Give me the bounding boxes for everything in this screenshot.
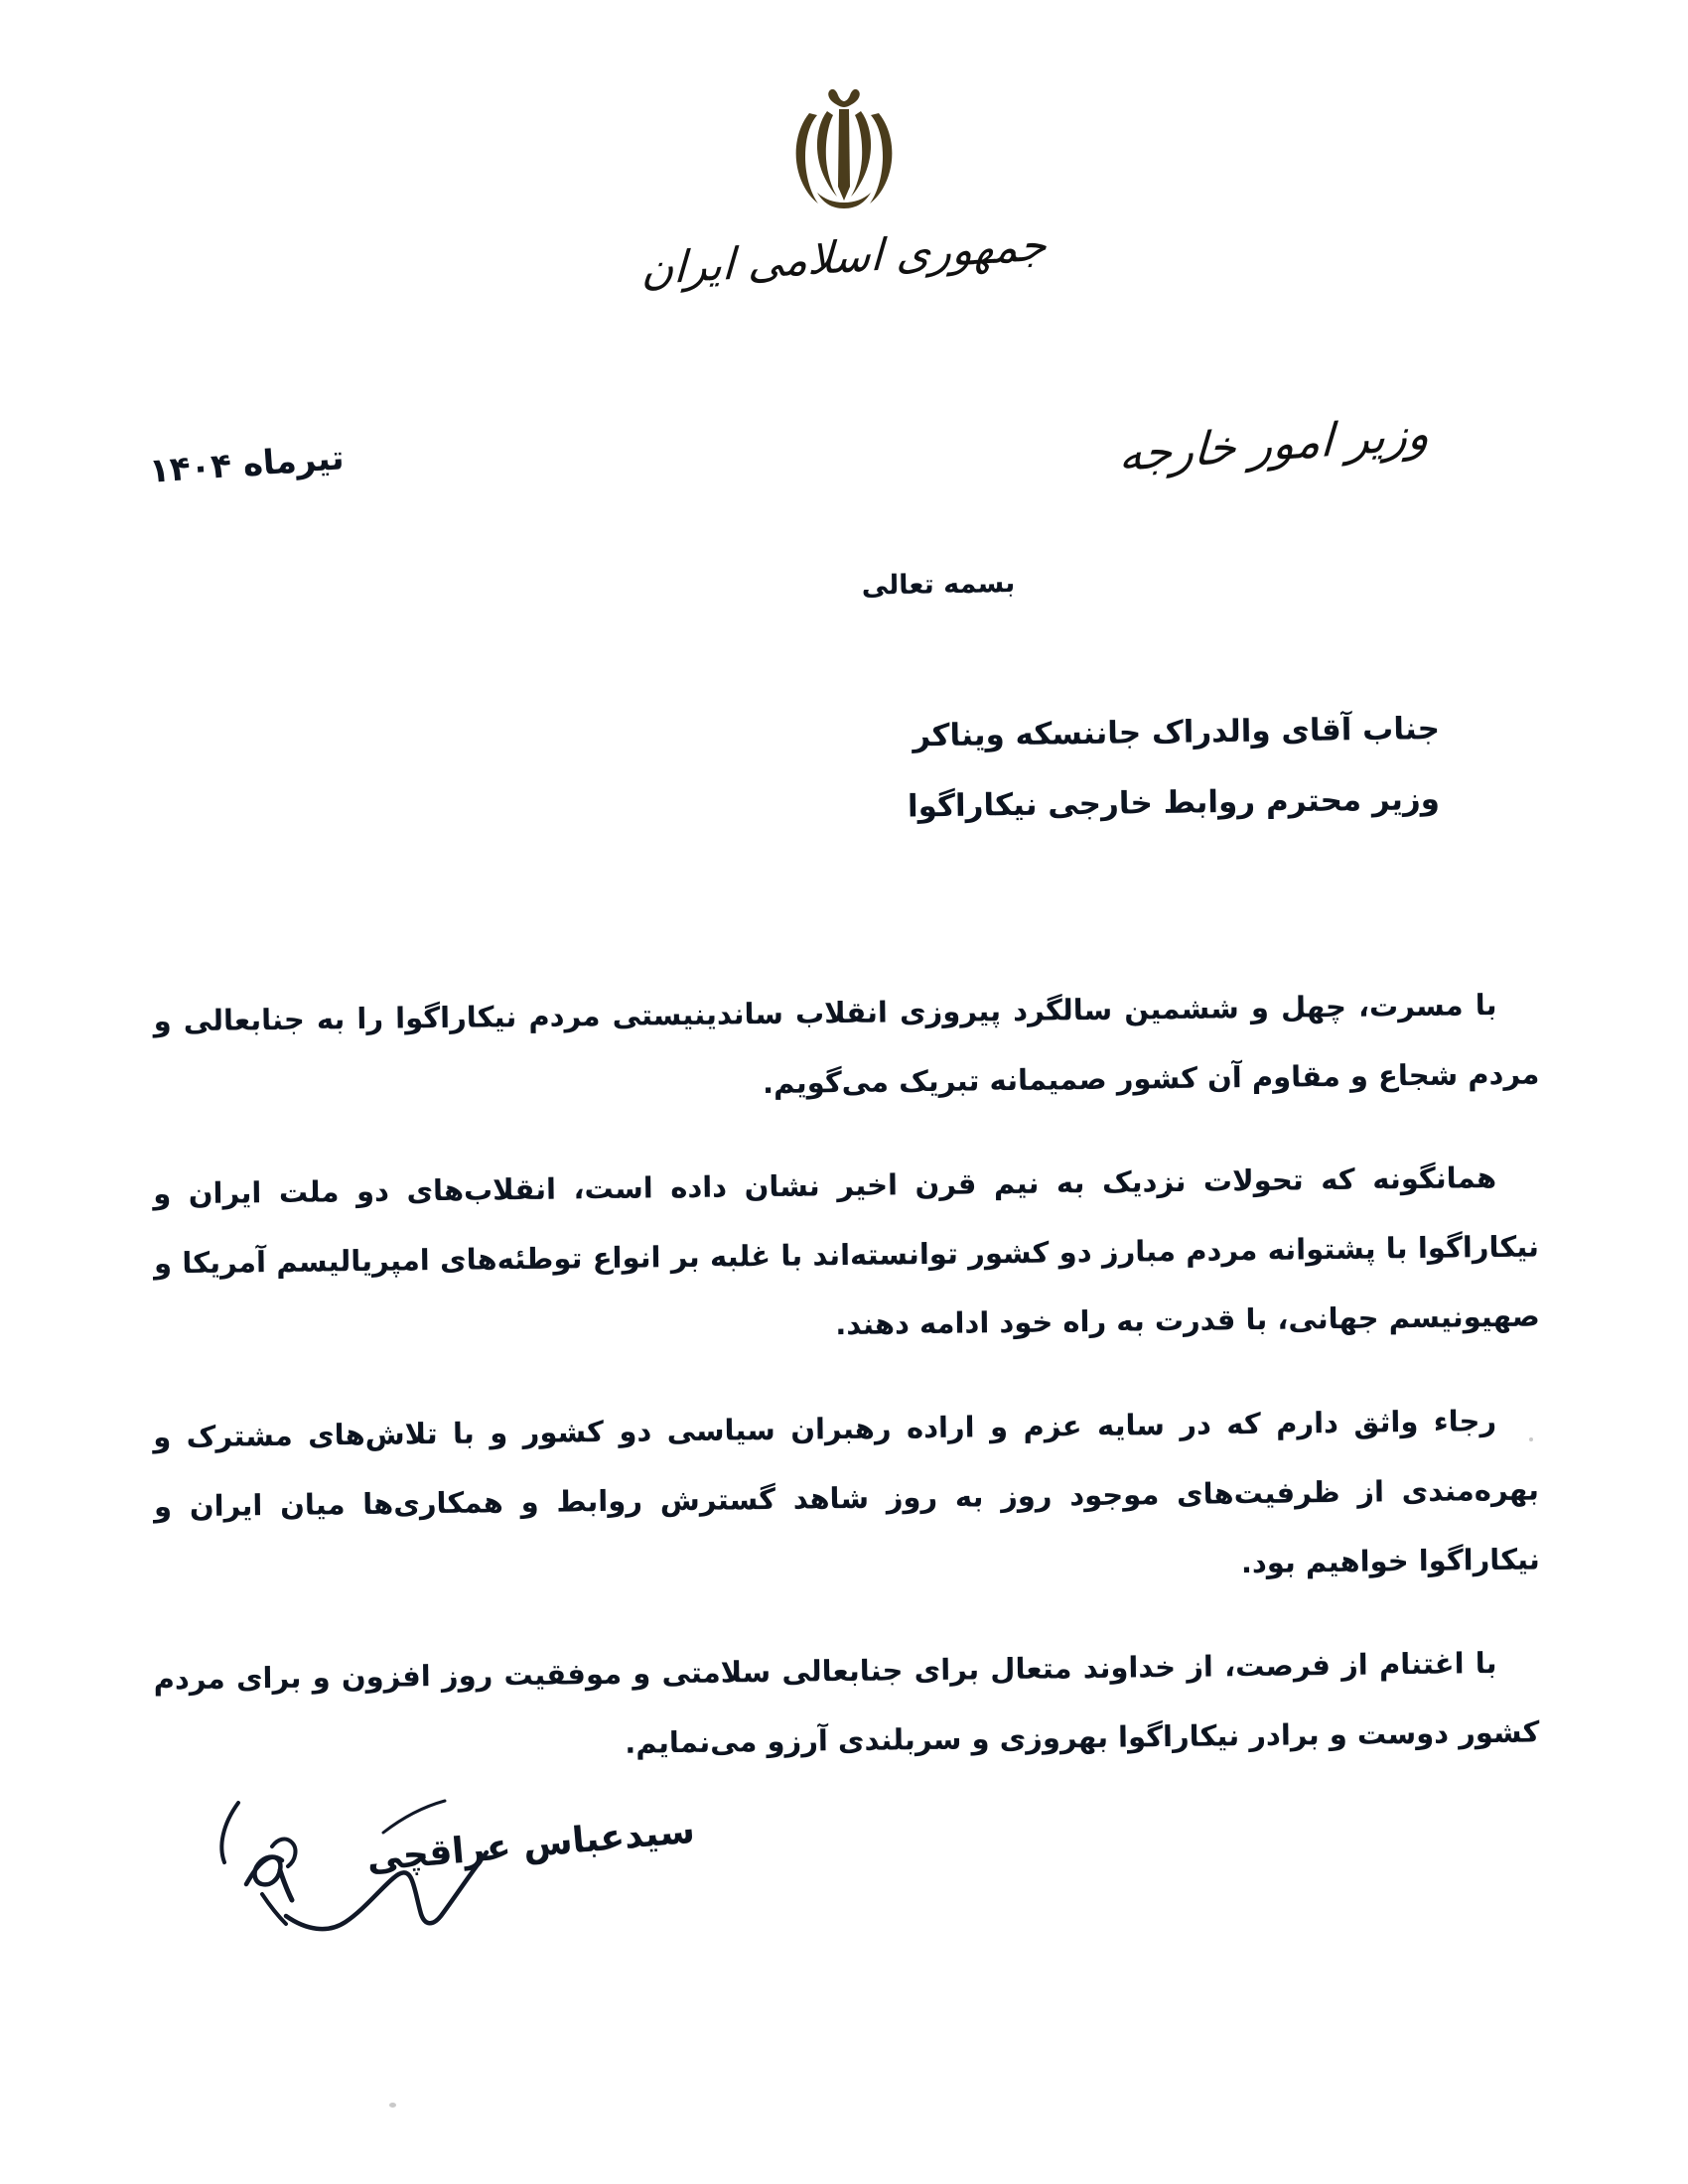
addressee-line-name: جناب آقای والدراک جاننسکه ویناکر [912, 711, 1441, 754]
signatory-name: سیدعباس عراقچی [364, 1810, 697, 1880]
letter-body [154, 978, 1539, 1810]
scan-artifact [389, 2103, 396, 2108]
title-row [109, 405, 1579, 506]
minister-title: وزیر امور خارجه [1117, 405, 1432, 482]
body-paragraph-3: رجاء واثق دارم که در سایه عزم و اراده رهبران سیاسی دو کشور و با تلاش‌های مشترک و بهره‌مندی از ظرفیت‌های موجود روز به روز شاهد گسترش روابط و همکاری‌ها میان ایران و نیکاراگوا خواهیم بود. [152, 1403, 1541, 1580]
signature-block [0, 1757, 755, 1976]
letterhead [0, 69, 1688, 296]
addressee-block [447, 711, 1441, 860]
letter-date: تیرماه ۱۴۰۴ [147, 438, 346, 491]
addressee-line-title: وزیر محترم روابط خارجی نیکاراگوا [907, 780, 1441, 825]
scan-artifact [1529, 1437, 1533, 1441]
body-paragraph-1: با مسرت، چهل و ششمین سالگرد پیروزی انقلاب ساندینیستی مردم نیکاراگوا را به جنابعالی و مردم شجاع و مقاوم آن کشور صمیمانه تبریک می‌گویم. [153, 987, 1540, 1101]
handwritten-signature-icon [189, 1767, 516, 1956]
state-name: جمهوری اسلامی ایران [640, 219, 1048, 296]
body-paragraph-2: همانگونه که تحولات نزدیک به نیم قرن اخیر نشان داده است، انقلاب‌های دو ملت ایران و نیکاراگوا با پشتوانه مردم مبارز دو کشور توانسته‌اند با غلبه بر انواع توطئه‌های امپریالیسم آمریکا و صهیونیسم جهانی، با قدرت به راه خود ادامه دهند. [152, 1160, 1541, 1342]
iran-national-emblem-icon [770, 69, 918, 228]
invocation: بسمه تعالی [861, 567, 1016, 602]
body-paragraph-4: با اغتنام از فرصت، از خداوند متعال برای جنابعالی سلامتی و موفقیت روز افزون و برای مردم کشور دوست و برادر نیکاراگوا بهروزی و سربلندی آرزو می‌نمایم. [153, 1646, 1540, 1761]
